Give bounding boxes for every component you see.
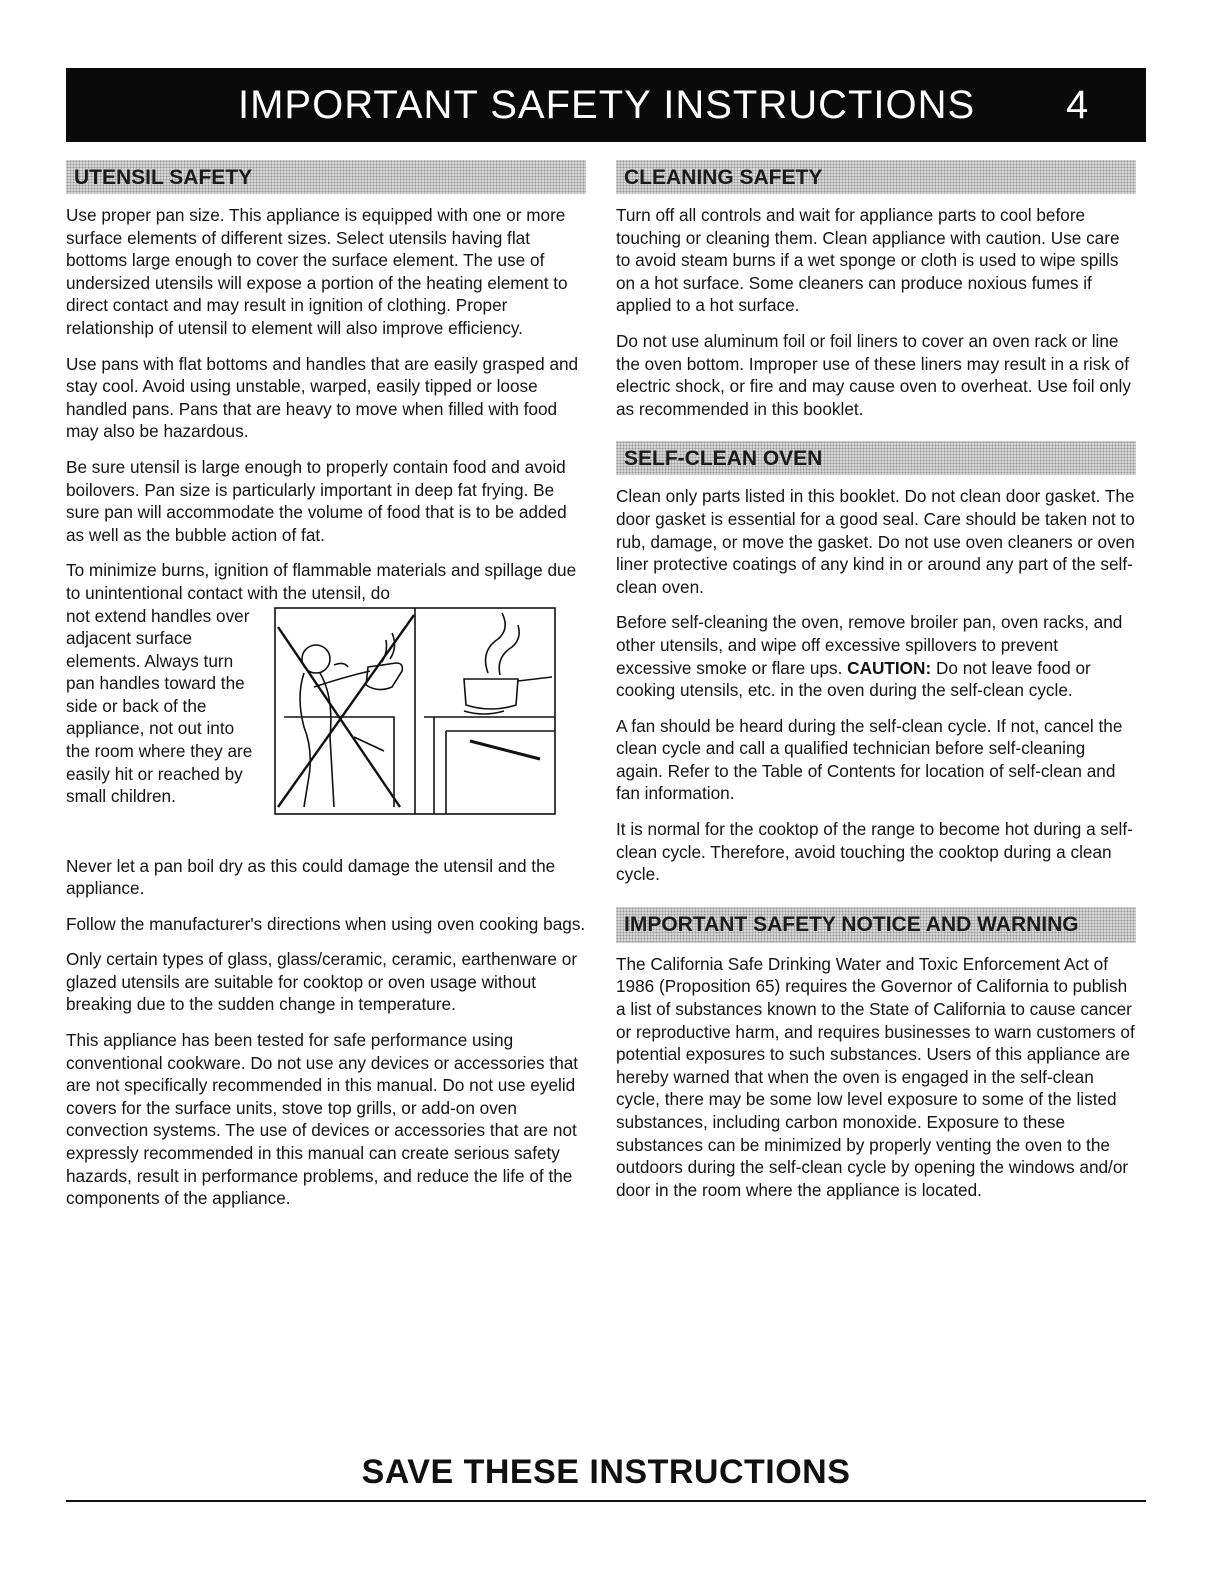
self-clean-paragraph-2-b: Do not leave food or cooking utensils, etc. in the oven during the self-clean cycle. <box>616 657 1091 701</box>
save-instructions-footer: SAVE THESE INSTRUCTIONS <box>361 1453 851 1491</box>
page-number: 4 <box>1066 83 1089 127</box>
self-clean-paragraph-1: Clean only parts listed in this booklet. Do not clean door gasket. The door gasket is essential for a good seal. Care should be taken not to rub, damage, or move the gasket. Do not use oven cleaners or oven liner protective coatings of any kind in or around any part of the self-clean oven. <box>616 486 1135 597</box>
right-column <box>616 160 1136 1214</box>
self-clean-oven-heading: SELF-CLEAN OVEN <box>616 441 1136 475</box>
handle-warning-block <box>66 605 586 843</box>
page-title: IMPORTANT SAFETY INSTRUCTIONS <box>238 83 976 127</box>
utensil-paragraph-5: Never let a pan boil dry as this could damage the utensil and the appliance. <box>66 855 556 899</box>
safety-notice-heading: IMPORTANT SAFETY NOTICE AND WARNING <box>616 907 1136 943</box>
utensil-paragraph-4-rest: not extend handles over adjacent surface elements. Always turn pan handles toward the side or back of the appliance, not out into the room where they are easily hit or reached by small children. <box>66 605 253 807</box>
utensil-paragraph-3: Be sure utensil is large enough to properly contain food and avoid boilovers. Pan size is particularly important in deep fat frying. Be sure pan will accommodate the volume of food that is to be added as well as the bubble action of fat. <box>66 456 567 545</box>
cleaning-paragraph-1: Turn off all controls and wait for appliance parts to cool before touching or cleaning them. Clean appliance with caution. Use care to avoid steam burns if a wet sponge or cloth is used to wipe spills on a hot surface. Some cleaners can produce noxious fumes if applied to a hot surface. <box>616 205 1120 316</box>
self-clean-paragraph-2-a: Before self-cleaning the oven, remove broiler pan, oven racks, and other utensils, and wipe off excessive spillovers to prevent excessive smoke or flare ups. <box>616 612 1123 678</box>
footer-divider <box>66 1500 1146 1502</box>
utensil-paragraph-6: Follow the manufacturer's directions when using oven cooking bags. <box>66 913 586 934</box>
utensil-paragraph-4-intro: To minimize burns, ignition of flammable materials and spillage due to unintentional contact with the utensil, do <box>66 560 577 603</box>
utensil-paragraph-8: This appliance has been tested for safe performance using conventional cookware. Do not use any devices or accessories that are not specifically recommended in this manual. Do not use eyelid covers for the surface units, stove top grills, or add-on oven convection systems. The use of devices or accessories that are not expressly recommended in this manual can create serious safety hazards, result in performance problems, and reduce the life of the components of the appliance. <box>66 1030 579 1209</box>
title-banner <box>66 68 1146 142</box>
cleaning-safety-heading: CLEANING SAFETY <box>616 160 1136 194</box>
utensil-safety-heading: UTENSIL SAFETY <box>66 160 586 194</box>
utensil-paragraph-1: Use proper pan size. This appliance is equipped with one or more surface elements of different sizes. Select utensils having flat bottoms large enough to cover the surface element. The use of undersized utensils will expose a portion of the heating element to direct contact and may result in ignition of clothing. Proper relationship of utensil to element will also improve efficiency. <box>66 205 568 338</box>
self-clean-paragraph-3: A fan should be heard during the self-clean cycle. If not, cancel the clean cycle and call a qualified technician before self-cleaning again. Refer to the Table of Contents for location of self-clean and fan information. <box>616 715 1123 804</box>
cleaning-paragraph-2: Do not use aluminum foil or foil liners to cover an oven rack or line the oven bottom. Improper use of these liners may result in a risk of electric shock, or fire and may cause oven to overheat. Use foil only as recommended in this booklet. <box>616 330 1131 419</box>
self-clean-paragraph-4: It is normal for the cooktop of the range to become hot during a self-clean cycle. Therefore, avoid touching the cooktop during a clean cycle. <box>616 819 1133 885</box>
pan-handle-illustration <box>274 607 556 815</box>
left-column <box>66 160 586 1223</box>
utensil-paragraph-7: Only certain types of glass, glass/ceramic, ceramic, earthenware or glazed utensils are suitable for cooktop or oven usage without breaking due to the sudden change in temperature. <box>66 949 578 1015</box>
caution-label: CAUTION: <box>847 657 932 678</box>
notice-paragraph-1: The California Safe Drinking Water and Toxic Enforcement Act of 1986 (Proposition 65) requires the Governor of California to publish a list of substances known to the State of California to cause cancer or reproductive harm, and requires businesses to warn customers of potential exposures to such substances. Users of this appliance are hereby warned that when the oven is engaged in the self-clean cycle, there may be some low level exposure to some of the listed substances, including carbon monoxide. Exposure to these substances can be minimized by properly venting the oven to the outdoors during the self-clean cycle by opening the windows and/or door in the room where the appliance is located. <box>616 953 1135 1200</box>
self-clean-paragraph-2 <box>616 611 1136 701</box>
utensil-paragraph-2: Use pans with flat bottoms and handles that are easily grasped and stay cool. Avoid using unstable, warped, easily tipped or loose handled pans. Pans that are heavy to move when filled with food may also be hazardous. <box>66 353 579 442</box>
